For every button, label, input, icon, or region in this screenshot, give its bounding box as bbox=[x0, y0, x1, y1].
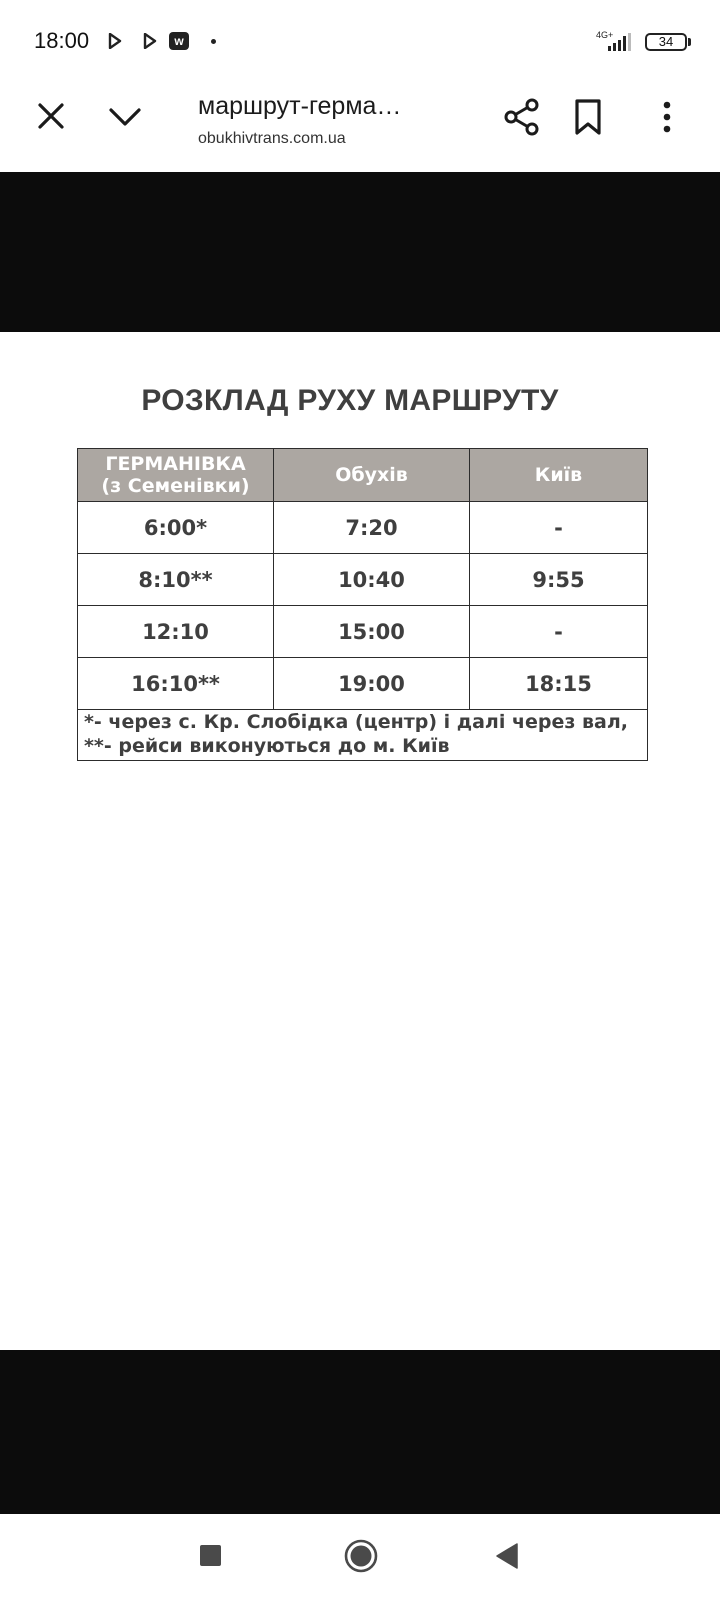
share-icon[interactable] bbox=[504, 98, 540, 136]
network-type: 4G+ bbox=[596, 30, 614, 40]
chevron-down-icon[interactable] bbox=[106, 99, 144, 133]
more-vert-icon[interactable] bbox=[658, 100, 676, 134]
header-hermanivka-name: ГЕРМАНІВКА bbox=[105, 453, 246, 475]
table-cell: - bbox=[470, 606, 648, 658]
system-nav-bar bbox=[0, 1514, 720, 1600]
table-header-row bbox=[78, 449, 648, 502]
play-notification-icon bbox=[108, 33, 122, 49]
table-cell: 7:20 bbox=[274, 502, 470, 554]
table-cell: 12:10 bbox=[78, 606, 274, 658]
battery-tip bbox=[688, 38, 691, 46]
back-icon[interactable] bbox=[495, 1543, 519, 1569]
table-cell: 8:10** bbox=[78, 554, 274, 606]
table-row bbox=[78, 606, 648, 658]
battery-level: 34 bbox=[658, 34, 674, 49]
table-cell: 15:00 bbox=[274, 606, 470, 658]
recents-icon[interactable] bbox=[200, 1545, 221, 1566]
bookmark-icon[interactable] bbox=[572, 98, 604, 136]
table-cell: 18:15 bbox=[470, 658, 648, 710]
home-icon[interactable] bbox=[344, 1539, 378, 1573]
table-cell: 19:00 bbox=[274, 658, 470, 710]
note-line-1: *- через с. Кр. Слобідка (центр) і далі через вал, bbox=[84, 711, 629, 733]
header-obukhiv: Обухів bbox=[274, 449, 470, 502]
header-hermanivka-note: (з Семенівки) bbox=[101, 475, 250, 497]
custom-tab-toolbar bbox=[0, 86, 720, 172]
page-domain[interactable]: obukhivtrans.com.ua bbox=[198, 130, 346, 147]
battery-icon bbox=[645, 33, 687, 51]
page-title[interactable]: маршрут-герма… bbox=[198, 92, 402, 120]
signal-icon bbox=[608, 33, 634, 51]
black-band-top bbox=[0, 172, 720, 332]
close-icon[interactable] bbox=[34, 99, 68, 133]
header-kyiv: Київ bbox=[470, 449, 648, 502]
table-row bbox=[78, 554, 648, 606]
table-notes-row bbox=[78, 710, 648, 761]
more-notifications-dot bbox=[211, 39, 216, 44]
table-cell: 9:55 bbox=[470, 554, 648, 606]
table-cell: - bbox=[470, 502, 648, 554]
schedule-table bbox=[77, 448, 648, 761]
table-cell: 6:00* bbox=[78, 502, 274, 554]
play-notification-icon bbox=[143, 33, 157, 49]
table-cell: 10:40 bbox=[274, 554, 470, 606]
black-band-bottom bbox=[0, 1350, 720, 1514]
schedule-title: РОЗКЛАД РУХУ МАРШРУТУ bbox=[141, 384, 559, 417]
status-bar bbox=[0, 0, 720, 86]
note-line-2: **- рейси виконуються до м. Київ bbox=[84, 735, 450, 757]
app-notification-icon: w bbox=[169, 32, 189, 50]
table-row bbox=[78, 502, 648, 554]
header-hermanivka bbox=[78, 449, 274, 502]
table-notes bbox=[78, 710, 648, 761]
status-time: 18:00 bbox=[34, 28, 90, 53]
table-cell: 16:10** bbox=[78, 658, 274, 710]
table-row bbox=[78, 658, 648, 710]
